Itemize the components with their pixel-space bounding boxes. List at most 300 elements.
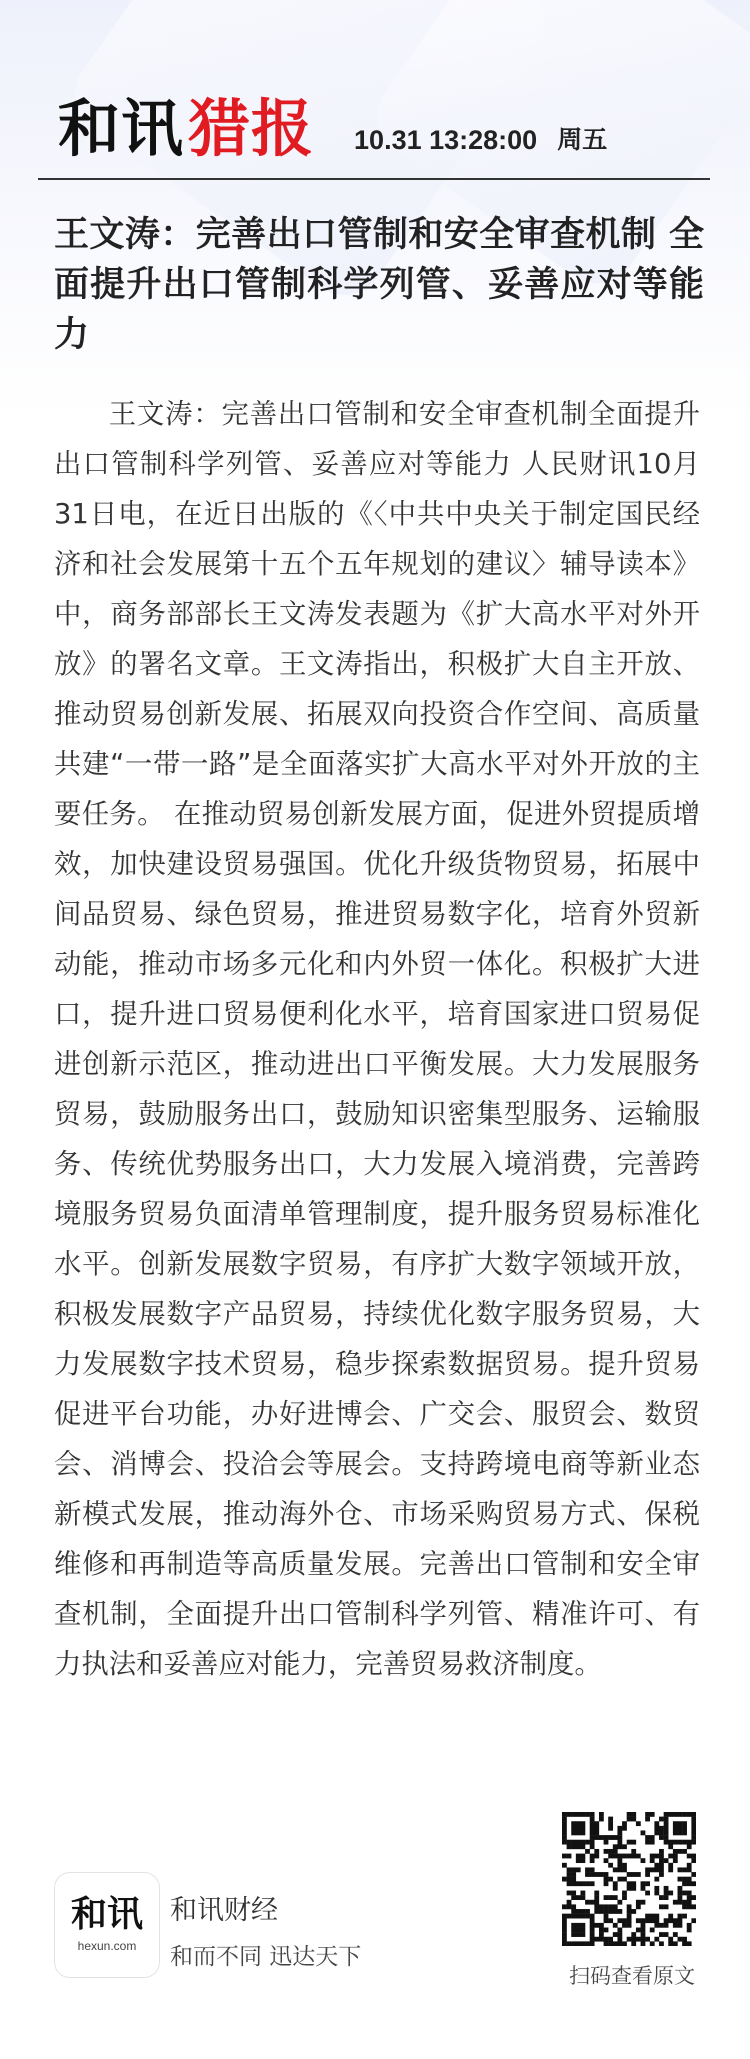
qr-module (562, 1932, 567, 1937)
brand-logo-liebao: 猎报 (188, 92, 315, 165)
qr-module (622, 1863, 627, 1868)
qr-module (585, 1909, 590, 1914)
qr-module (636, 1918, 641, 1923)
qr-module (613, 1941, 618, 1946)
qr-module (571, 1821, 576, 1826)
qr-module (571, 1914, 576, 1919)
qr-module (664, 1895, 669, 1900)
qr-module (678, 1923, 683, 1928)
qr-module (585, 1849, 590, 1854)
qr-module (567, 1872, 572, 1877)
qr-module (691, 1826, 696, 1831)
qr-module (631, 1932, 636, 1937)
qr-module (682, 1821, 687, 1826)
qr-module (678, 1849, 683, 1854)
qr-module (636, 1904, 641, 1909)
qr-module (627, 1909, 632, 1914)
qr-module (645, 1867, 650, 1872)
qr-module (687, 1941, 692, 1946)
qr-module (562, 1918, 567, 1923)
qr-module (682, 1867, 687, 1872)
qr-module (654, 1923, 659, 1928)
qr-module (580, 1830, 585, 1835)
publish-datetime: 10.31 13:28:00 (354, 125, 538, 155)
qr-module (604, 1858, 609, 1863)
qr-module (604, 1835, 609, 1840)
qr-module (590, 1812, 595, 1817)
qr-module (580, 1858, 585, 1863)
qr-module (631, 1854, 636, 1859)
qr-module (562, 1840, 567, 1845)
qr-module (659, 1941, 664, 1946)
qr-module (650, 1918, 655, 1923)
qr-module (673, 1918, 678, 1923)
qr-module (691, 1904, 696, 1909)
qr-module (571, 1941, 576, 1946)
qr-module (691, 1918, 696, 1923)
qr-module (608, 1941, 613, 1946)
qr-module (599, 1904, 604, 1909)
qr-module (659, 1854, 664, 1859)
logo-url: hexun.com (77, 1939, 137, 1953)
qr-module (687, 1877, 692, 1882)
qr-module (641, 1923, 646, 1928)
qr-module (668, 1844, 673, 1849)
qr-module (613, 1881, 618, 1886)
qr-module (613, 1849, 618, 1854)
qr-module (659, 1826, 664, 1831)
qr-module (668, 1863, 673, 1868)
qr-module (613, 1844, 618, 1849)
qr-module (617, 1854, 622, 1859)
qr-module (617, 1900, 622, 1905)
qr-module (617, 1932, 622, 1937)
qr-module (590, 1937, 595, 1942)
qr-module (636, 1900, 641, 1905)
qr-module (678, 1918, 683, 1923)
qr-module (664, 1932, 669, 1937)
qr-module (599, 1835, 604, 1840)
hexun-app-logo (54, 1872, 160, 1978)
qr-module (664, 1817, 669, 1822)
qr-module (594, 1937, 599, 1942)
qr-module (571, 1928, 576, 1933)
qr-module (673, 1932, 678, 1937)
qr-module (654, 1914, 659, 1919)
qr-module (668, 1854, 673, 1859)
qr-module (682, 1849, 687, 1854)
qr-module (562, 1821, 567, 1826)
qr-module (650, 1914, 655, 1919)
qr-module (659, 1835, 664, 1840)
qr-module (622, 1895, 627, 1900)
qr-module (576, 1909, 581, 1914)
qr-module (654, 1877, 659, 1882)
qr-module (617, 1867, 622, 1872)
qr-module (687, 1844, 692, 1849)
qr-module (627, 1840, 632, 1845)
qr-module (627, 1886, 632, 1891)
qr-module (604, 1881, 609, 1886)
qr-module (673, 1858, 678, 1863)
qr-module (590, 1923, 595, 1928)
qr-module (673, 1849, 678, 1854)
qr-module (604, 1941, 609, 1946)
qr-module (678, 1826, 683, 1831)
qr-module (650, 1928, 655, 1933)
qr-module (608, 1877, 613, 1882)
qr-module (617, 1840, 622, 1845)
qr-module (590, 1858, 595, 1863)
qr-module (604, 1914, 609, 1919)
qr-module (576, 1854, 581, 1859)
qr-module (617, 1863, 622, 1868)
qr-module (608, 1849, 613, 1854)
qr-module (622, 1826, 627, 1831)
qr-module (659, 1895, 664, 1900)
qr-module (617, 1928, 622, 1933)
qr-module (650, 1941, 655, 1946)
qr-module (613, 1867, 618, 1872)
qr-module (576, 1941, 581, 1946)
qr-module (627, 1854, 632, 1859)
qr-module (599, 1872, 604, 1877)
article-body: 王文涛：完善出口管制和安全审查机制全面提升出口管制科学列管、妥善应对等能力 人民财讯10月31日电，在近日出版的《〈中共中央关于制定国民经济和社会发展第十五个五年规划的建议〉辅导读本》中，商务部部长王文涛发表题为《扩大高水平对外开放》的署名文章。王文涛指出，积极扩大自主开放、推动贸易创新发展、拓展双向投资合作空间、高质量共建“一带一路”是全面落实扩大高水平对外开放的主要任务。 在推动贸易创新发展方面，促进外贸提质增效，加快建设贸易强国。优化升级货物贸易，拓展中间品贸易、绿色贸易，推进贸易数字化，培育外贸新动能，推动市场多元化和内外贸一体化。积极扩大进口，提升进口贸易便利化水平，培育国家进口贸易促进创新示范区，推动进出口平衡发展。大力发展服务贸易，鼓励服务出口，鼓励知识密集型服务、运输服务、传统优势服务出口，大力发展入境消费，完善跨境服务贸易负面清单管理制度，提升服务贸易标准化水平。创新发展数字贸易，有序扩大数字领域开放，积极发展数字产品贸易，持续优化数字服务贸易，大力发展数字技术贸易，稳步探索数据贸易。提升贸易促进平台功能，办好进博会、广交会、服贸会、数贸会、消博会、投洽会等展会。支持跨境电商等新业态新模式发展，推动海外仓、市场采购贸易方式、保税维修和再制造等高质量发展。完善出口管制和安全审查机制，全面提升出口管制科学列管、精准许可、有力执法和妥善应对能力，完善贸易救济制度。 (54, 399, 700, 1680)
qr-module (641, 1858, 646, 1863)
qr-module (691, 1840, 696, 1845)
qr-module (691, 1872, 696, 1877)
qr-module (664, 1826, 669, 1831)
qr-module (562, 1863, 567, 1868)
qr-module (576, 1895, 581, 1900)
qr-module (576, 1821, 581, 1826)
qr-module (617, 1858, 622, 1863)
qr-module (641, 1937, 646, 1942)
qr-module (636, 1937, 641, 1942)
qr-module (567, 1812, 572, 1817)
qr-module (585, 1900, 590, 1905)
qr-module (659, 1858, 664, 1863)
qr-module (659, 1923, 664, 1928)
qr-module (590, 1821, 595, 1826)
qr-module (682, 1891, 687, 1896)
qr-module (580, 1844, 585, 1849)
qr-module (682, 1904, 687, 1909)
qr-module (654, 1937, 659, 1942)
qr-module (562, 1854, 567, 1859)
qr-module (608, 1817, 613, 1822)
qr-module (576, 1830, 581, 1835)
qr-module (562, 1877, 567, 1882)
qr-module (687, 1863, 692, 1868)
qr-module (682, 1840, 687, 1845)
qr-module (580, 1909, 585, 1914)
qr-module (664, 1840, 669, 1845)
qr-module (590, 1932, 595, 1937)
qr-module (613, 1835, 618, 1840)
qr-module (645, 1891, 650, 1896)
qr-module (682, 1914, 687, 1919)
qr-module (668, 1891, 673, 1896)
qr-module (585, 1812, 590, 1817)
qr-module (687, 1923, 692, 1928)
qr-module (567, 1914, 572, 1919)
qr-module (567, 1877, 572, 1882)
qr-module (664, 1891, 669, 1896)
qr-module (631, 1849, 636, 1854)
footer-brand-name: 和讯财经 (170, 1895, 278, 1926)
qr-module (617, 1877, 622, 1882)
qr-module (641, 1928, 646, 1933)
qr-module (627, 1812, 632, 1817)
qr-code-icon[interactable] (562, 1812, 696, 1946)
qr-module (590, 1844, 595, 1849)
qr-module (641, 1886, 646, 1891)
qr-module (571, 1932, 576, 1937)
qr-module (668, 1941, 673, 1946)
qr-module (580, 1840, 585, 1845)
qr-module (571, 1895, 576, 1900)
qr-module (608, 1835, 613, 1840)
qr-module (567, 1891, 572, 1896)
qr-module (664, 1830, 669, 1835)
qr-module (678, 1900, 683, 1905)
qr-module (627, 1872, 632, 1877)
qr-module (678, 1840, 683, 1845)
qr-module (673, 1900, 678, 1905)
qr-module (654, 1886, 659, 1891)
qr-module (687, 1881, 692, 1886)
qr-module (567, 1867, 572, 1872)
qr-module (682, 1826, 687, 1831)
qr-module (567, 1941, 572, 1946)
qr-module (576, 1826, 581, 1831)
footer-slogan: 和而不同 迅达天下 (170, 1944, 362, 1970)
qr-module (567, 1904, 572, 1909)
qr-module (571, 1840, 576, 1845)
qr-module (608, 1826, 613, 1831)
qr-code-graphic (562, 1812, 696, 1946)
qr-module (664, 1858, 669, 1863)
qr-module (562, 1830, 567, 1835)
qr-module (580, 1914, 585, 1919)
qr-module (594, 1854, 599, 1859)
qr-module (631, 1881, 636, 1886)
qr-module (622, 1877, 627, 1882)
qr-module (590, 1881, 595, 1886)
qr-module (650, 1858, 655, 1863)
qr-module (687, 1840, 692, 1845)
qr-module (613, 1909, 618, 1914)
qr-module (627, 1937, 632, 1942)
qr-module (576, 1840, 581, 1845)
qr-module (594, 1872, 599, 1877)
qr-module (590, 1900, 595, 1905)
qr-module (622, 1891, 627, 1896)
qr-module (576, 1928, 581, 1933)
qr-module (691, 1821, 696, 1826)
qr-module (645, 1872, 650, 1877)
qr-module (580, 1826, 585, 1831)
qr-module (608, 1863, 613, 1868)
qr-module (659, 1904, 664, 1909)
qr-module (594, 1891, 599, 1896)
qr-module (678, 1830, 683, 1835)
qr-module (687, 1867, 692, 1872)
qr-module (613, 1854, 618, 1859)
qr-module (664, 1886, 669, 1891)
qr-module (567, 1854, 572, 1859)
qr-module (664, 1918, 669, 1923)
qr-module (650, 1854, 655, 1859)
qr-module (590, 1928, 595, 1933)
qr-module (622, 1941, 627, 1946)
qr-module (645, 1817, 650, 1822)
qr-module (562, 1817, 567, 1822)
qr-module (594, 1849, 599, 1854)
qr-module (631, 1909, 636, 1914)
qr-module (585, 1941, 590, 1946)
qr-module (622, 1918, 627, 1923)
qr-module (599, 1812, 604, 1817)
qr-module (571, 1867, 576, 1872)
qr-module (571, 1909, 576, 1914)
qr-module (682, 1877, 687, 1882)
qr-module (585, 1914, 590, 1919)
qr-module (627, 1881, 632, 1886)
qr-module (641, 1881, 646, 1886)
qr-module (585, 1867, 590, 1872)
qr-module (678, 1891, 683, 1896)
qr-module (590, 1941, 595, 1946)
qr-module (691, 1835, 696, 1840)
qr-module (571, 1923, 576, 1928)
qr-module (604, 1918, 609, 1923)
qr-module (594, 1900, 599, 1905)
qr-module (562, 1835, 567, 1840)
qr-module (608, 1909, 613, 1914)
qr-module (650, 1867, 655, 1872)
article-title: 王文涛：完善出口管制和安全审查机制 全面提升出口管制科学列管、妥善应对等能力 (54, 215, 704, 355)
qr-module (567, 1900, 572, 1905)
qr-module (576, 1844, 581, 1849)
qr-module (604, 1937, 609, 1942)
qr-module (580, 1941, 585, 1946)
qr-module (613, 1923, 618, 1928)
qr-module (691, 1858, 696, 1863)
qr-module (645, 1914, 650, 1919)
qr-module (590, 1830, 595, 1835)
qr-module (641, 1900, 646, 1905)
qr-module (673, 1830, 678, 1835)
qr-module (580, 1928, 585, 1933)
qr-module (576, 1914, 581, 1919)
qr-module (627, 1918, 632, 1923)
qr-module (617, 1835, 622, 1840)
qr-module (590, 1854, 595, 1859)
qr-module (631, 1817, 636, 1822)
qr-module (590, 1840, 595, 1845)
qr-module (594, 1830, 599, 1835)
qr-module (562, 1923, 567, 1928)
qr-module (571, 1877, 576, 1882)
qr-module (641, 1932, 646, 1937)
qr-module (645, 1840, 650, 1845)
qr-module (687, 1891, 692, 1896)
qr-module (580, 1812, 585, 1817)
qr-module (673, 1826, 678, 1831)
qr-module (608, 1904, 613, 1909)
qr-module (659, 1932, 664, 1937)
qr-module (691, 1881, 696, 1886)
qr-module (627, 1923, 632, 1928)
qr-module (645, 1937, 650, 1942)
qr-module (668, 1937, 673, 1942)
qr-module (631, 1886, 636, 1891)
qr-module (622, 1821, 627, 1826)
qr-module (580, 1821, 585, 1826)
qr-module (576, 1867, 581, 1872)
qr-module (571, 1812, 576, 1817)
header (58, 70, 698, 165)
qr-module (580, 1895, 585, 1900)
qr-module (576, 1923, 581, 1928)
qr-module (562, 1914, 567, 1919)
qr-module (673, 1821, 678, 1826)
qr-module (654, 1863, 659, 1868)
qr-module (590, 1872, 595, 1877)
qr-module (673, 1941, 678, 1946)
qr-module (594, 1904, 599, 1909)
qr-module (636, 1854, 641, 1859)
qr-module (562, 1928, 567, 1933)
qr-module (664, 1835, 669, 1840)
qr-module (664, 1904, 669, 1909)
qr-module (617, 1830, 622, 1835)
qr-module (678, 1886, 683, 1891)
qr-module (659, 1817, 664, 1822)
qr-module (641, 1941, 646, 1946)
qr-module (622, 1867, 627, 1872)
qr-module (576, 1812, 581, 1817)
qr-module (668, 1812, 673, 1817)
qr-module (571, 1826, 576, 1831)
qr-module (590, 1867, 595, 1872)
qr-module (604, 1895, 609, 1900)
qr-module (580, 1932, 585, 1937)
qr-module (631, 1872, 636, 1877)
qr-module (654, 1891, 659, 1896)
qr-module (617, 1909, 622, 1914)
qr-module (585, 1840, 590, 1845)
qr-module (571, 1844, 576, 1849)
qr-module (631, 1840, 636, 1845)
qr-module (590, 1817, 595, 1822)
qr-module (691, 1854, 696, 1859)
qr-module (645, 1918, 650, 1923)
qr-module (567, 1840, 572, 1845)
qr-module (631, 1937, 636, 1942)
qr-module (641, 1830, 646, 1835)
qr-module (654, 1918, 659, 1923)
qr-module (654, 1821, 659, 1826)
qr-module (668, 1840, 673, 1845)
qr-module (673, 1840, 678, 1845)
qr-module (594, 1909, 599, 1914)
qr-module (613, 1904, 618, 1909)
qr-module (668, 1914, 673, 1919)
qr-module (617, 1844, 622, 1849)
